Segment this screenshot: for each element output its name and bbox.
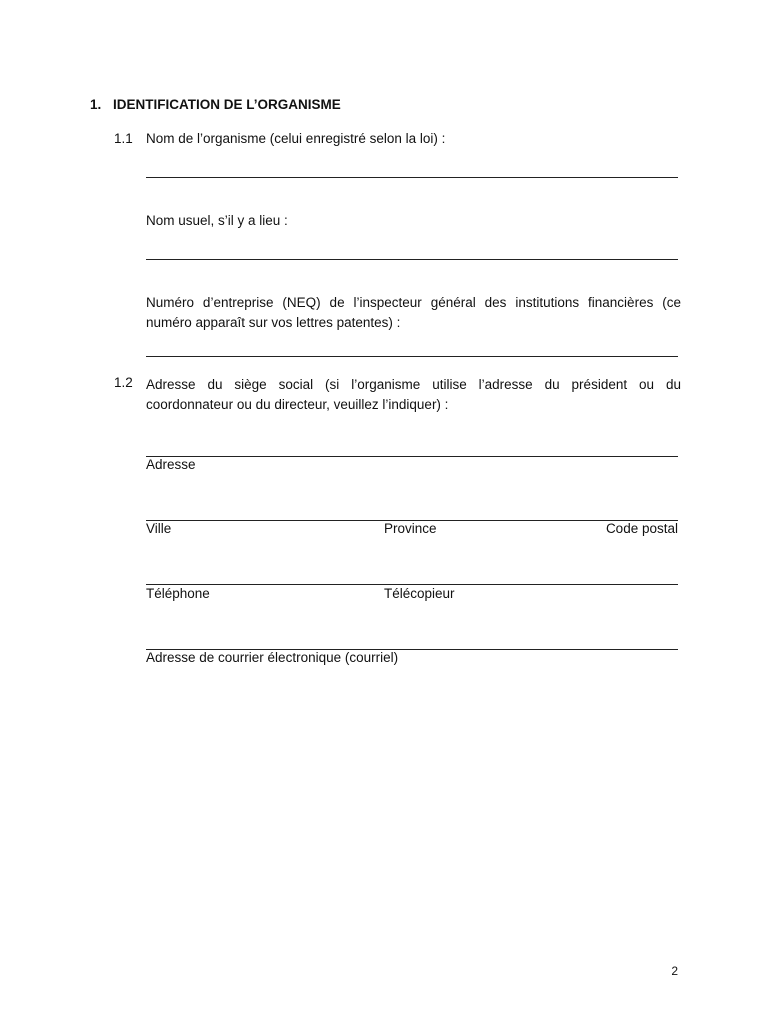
section-number: 1. (90, 97, 102, 112)
phone-fax-field[interactable] (146, 584, 678, 585)
postal-code-label: Code postal (605, 521, 678, 536)
usual-name-field[interactable] (146, 259, 678, 260)
phone-label: Téléphone (146, 586, 210, 601)
organization-name-field[interactable] (146, 177, 678, 178)
province-label: Province (384, 521, 437, 536)
email-label: Adresse de courrier électronique (courriel) (146, 650, 399, 665)
address-label: Adresse (146, 457, 196, 472)
section-title: IDENTIFICATION DE L’ORGANISME (113, 97, 341, 112)
fax-label: Télécopieur (384, 586, 455, 601)
subsection-number-1-2: 1.2 (114, 375, 133, 390)
head-office-address-intro: Adresse du siège social (si l’organisme utilise l’adresse du président ou du coordonnateur ou du directeur, veuillez l’indiquer) : (146, 377, 681, 412)
subsection-number-1-1: 1.1 (114, 131, 133, 146)
page-number: 2 (671, 964, 678, 978)
usual-name-label: Nom usuel, s’il y a lieu : (146, 213, 288, 228)
neq-field[interactable] (146, 356, 678, 357)
city-label: Ville (146, 521, 172, 536)
organization-name-label: Nom de l’organisme (celui enregistré selon la loi) : (146, 131, 446, 146)
address-field[interactable] (146, 456, 678, 457)
neq-label: Numéro d’entreprise (NEQ) de l’inspecteur général des institutions financières (ce numéro apparaît sur vos lettres patentes) : (146, 295, 681, 330)
